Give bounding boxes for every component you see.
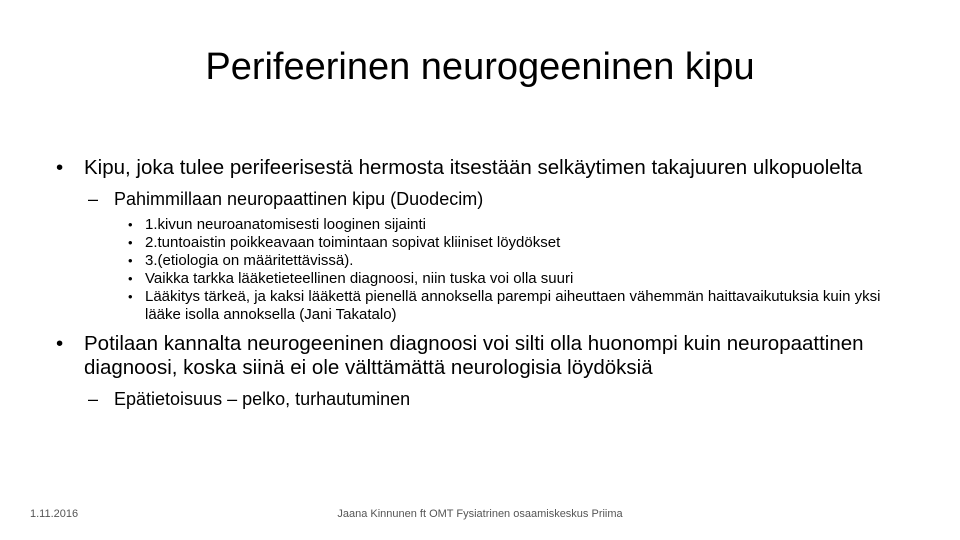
bullet-level3 bbox=[56, 270, 916, 288]
bullet-dot-icon: • bbox=[128, 253, 133, 268]
footer-date: 1.11.2016 bbox=[30, 508, 79, 520]
dash-icon: – bbox=[88, 389, 99, 409]
bullet-text: 1.kivun neuroanatomisesti looginen sijainti bbox=[145, 216, 427, 233]
bullet-dot-icon: • bbox=[128, 235, 133, 250]
bullet-dot-icon: • bbox=[128, 271, 133, 286]
bullet-level3 bbox=[56, 252, 916, 270]
bullet-level3 bbox=[56, 288, 916, 324]
bullet-text: 3.(etiologia on määritettävissä). bbox=[145, 252, 354, 269]
bullet-level1 bbox=[56, 156, 916, 180]
bullet-level2 bbox=[56, 188, 916, 210]
dash-icon: – bbox=[88, 189, 99, 209]
bullet-dot-icon: • bbox=[128, 289, 133, 304]
bullet-text: Kipu, joka tulee perifeerisestä hermosta itsestään selkäytimen takajuuren ulkopuolelta bbox=[84, 156, 863, 179]
bullet-level3 bbox=[56, 216, 916, 234]
bullet-level2 bbox=[56, 388, 916, 410]
slide-title: Perifeerinen neurogeeninen kipu bbox=[205, 46, 755, 88]
bullet-text: 2.tuntoaistin poikkeavaan toimintaan sopivat kliiniset löydökset bbox=[145, 234, 561, 251]
bullet-text: Potilaan kannalta neurogeeninen diagnoosi voi silti olla huonompi kuin neuropaattinen diagnoosi, koska siinä ei ole välttämättä neurologisia löydöksiä bbox=[84, 332, 864, 379]
bullet-text: Pahimmillaan neuropaattinen kipu (Duodecim) bbox=[114, 189, 484, 209]
bullet-level3 bbox=[56, 234, 916, 252]
bullet-dot-icon: • bbox=[128, 217, 133, 232]
bullet-text: Epätietoisuus – pelko, turhautuminen bbox=[114, 389, 411, 409]
bullet-text: Lääkitys tärkeä, ja kaksi lääkettä pienellä annoksella parempi aiheuttaen vähemmän haittavaikutuksia kuin yksi lääke isolla annoksella (Jani Takatalo) bbox=[145, 288, 881, 323]
footer-author: Jaana Kinnunen ft OMT Fysiatrinen osaamiskeskus Priima bbox=[337, 508, 623, 520]
slide-content bbox=[56, 156, 916, 416]
bullet-level3-list bbox=[56, 216, 916, 324]
bullet-level1 bbox=[56, 332, 916, 380]
bullet-dot-icon: • bbox=[56, 332, 64, 355]
bullet-dot-icon: • bbox=[56, 156, 64, 179]
bullet-text: Vaikka tarkka lääketieteellinen diagnoosi, niin tuska voi olla suuri bbox=[145, 270, 574, 287]
